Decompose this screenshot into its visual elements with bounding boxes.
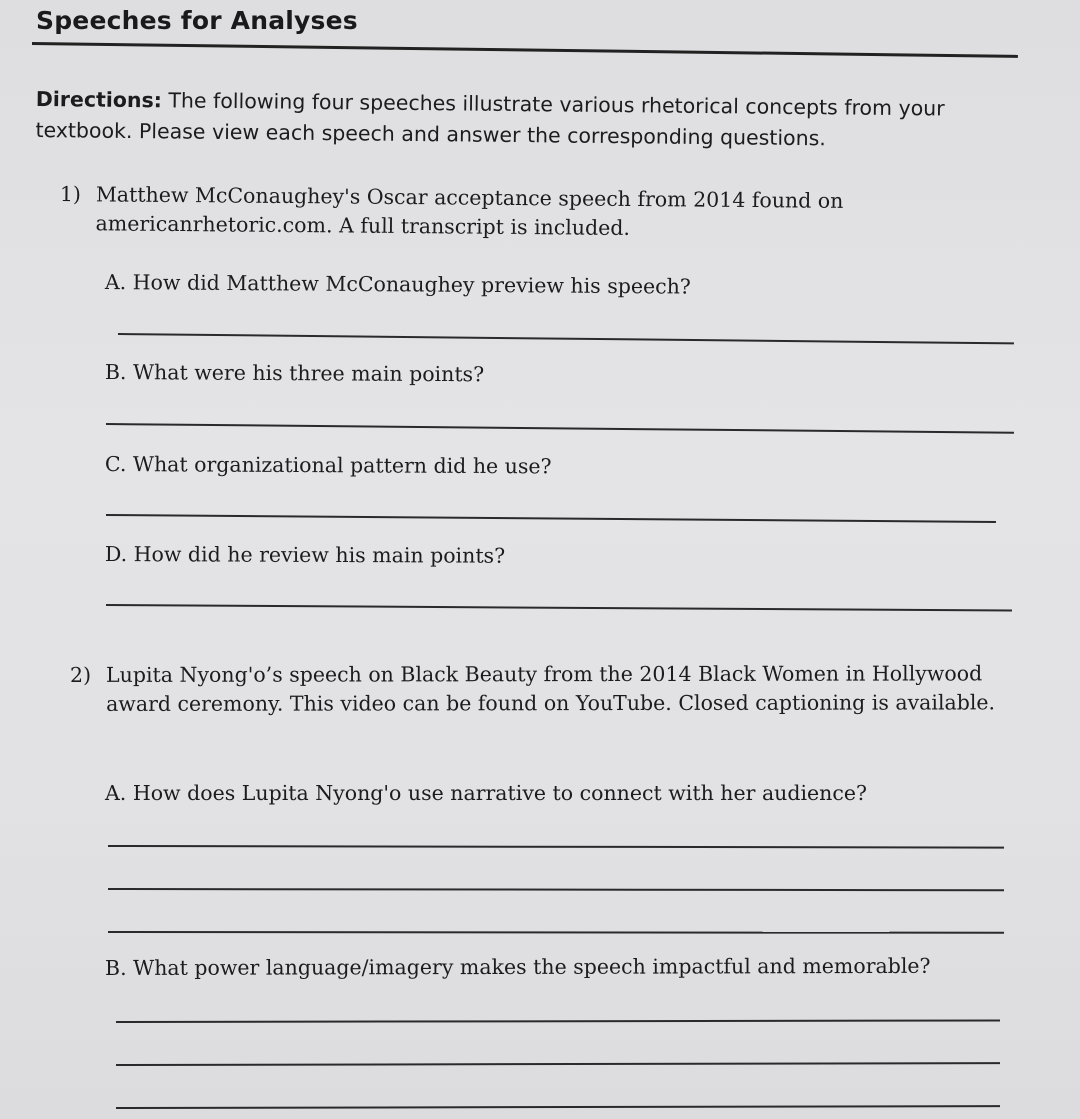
answer-line[interactable]	[108, 931, 1004, 933]
speech-description: Lupita Nyong'o’s speech on Black Beauty from the 2014 Black Women in Hollywood award ceremony. This video can be found on YouTube. Closed captioning is available.	[106, 661, 996, 716]
question-1a: A. How did Matthew McConaughey preview his speech?	[104, 269, 691, 299]
speech-number: 2)	[70, 662, 92, 687]
question-2a: A. How does Lupita Nyong'o use narrative to connect with her audience?	[105, 781, 867, 805]
directions-text: The following four speeches illustrate various rhetorical concepts from your textbook. Please view each speech and answer the corresponding questions.	[35, 88, 945, 151]
title-underline	[32, 42, 1018, 58]
question-1b: B. What were his three main points?	[104, 359, 485, 387]
question-2b: B. What power language/imagery makes the speech impactful and memorable?	[105, 953, 931, 980]
answer-line[interactable]	[116, 1019, 1000, 1022]
question-1d: D. How did he review his main points?	[104, 542, 506, 568]
answer-line[interactable]	[108, 888, 1004, 891]
speech-number: 1)	[59, 181, 82, 207]
answer-line[interactable]	[118, 333, 1014, 344]
directions-paragraph	[35, 84, 1006, 156]
speech-item-1	[59, 180, 899, 245]
answer-line[interactable]	[106, 423, 1014, 433]
question-1c: C. What organizational pattern did he use?	[104, 451, 552, 479]
answer-line[interactable]	[106, 604, 1012, 611]
speech-description: Matthew McConaughey's Oscar acceptance speech from 2014 found on americanrhetoric.com. A full transcript is included.	[95, 182, 844, 240]
page-title: Speeches for Analyses	[36, 6, 358, 35]
directions-label: Directions:	[35, 86, 163, 113]
answer-line[interactable]	[116, 1105, 1000, 1108]
answer-line[interactable]	[108, 845, 1004, 848]
speech-item-2	[70, 659, 1010, 719]
answer-line[interactable]	[106, 514, 996, 523]
answer-line[interactable]	[116, 1062, 1000, 1065]
